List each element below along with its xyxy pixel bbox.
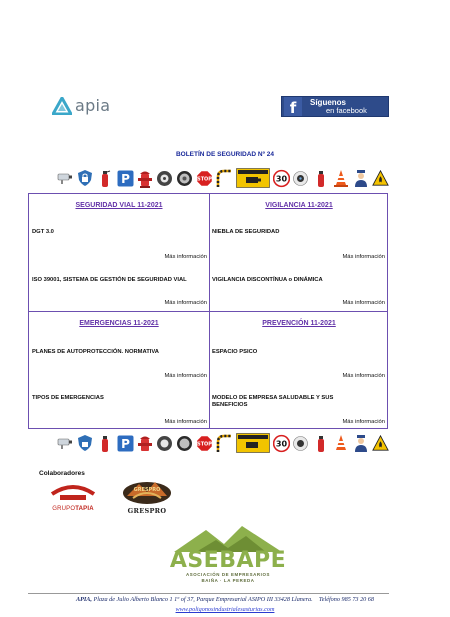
more-info-link[interactable]: Más información bbox=[342, 373, 385, 379]
facebook-line2: en facebook bbox=[326, 106, 367, 115]
fire-hydrant-icon bbox=[136, 168, 153, 188]
asebape-name: ASEBAPE bbox=[169, 548, 287, 573]
grupo-tapia-logo[interactable] bbox=[48, 482, 98, 514]
padlock-shield-icon bbox=[77, 168, 94, 188]
section-title-seguridad-vial[interactable]: SEGURIDAD VIAL 11-2021 bbox=[75, 202, 163, 209]
footer-phone: Teléfono 985 73 20 68 bbox=[318, 596, 374, 603]
footer-address-text: Plaza de Julio Alberto Blanco 1 1º of 37, Parque Empresarial ASIPO III 33428 Llanera. bbox=[93, 596, 313, 603]
apia-logo[interactable] bbox=[52, 96, 110, 115]
camera-dome-icon bbox=[292, 433, 309, 453]
apia-brand-name: apia bbox=[75, 96, 111, 115]
camera-dome-icon bbox=[292, 168, 309, 188]
cctv-sign-icon bbox=[236, 433, 270, 453]
security-guard-icon bbox=[352, 168, 369, 188]
cctv-camera-icon bbox=[57, 433, 74, 453]
footer-address bbox=[0, 596, 450, 603]
fire-extinguisher-icon bbox=[97, 168, 114, 188]
bulletin-title: BOLETÍN DE SEGURIDAD Nº 24 bbox=[175, 151, 275, 158]
svg-text:30: 30 bbox=[275, 439, 287, 449]
tapia-prefix: GRUPO bbox=[52, 506, 76, 512]
grespro-logo[interactable] bbox=[121, 478, 173, 516]
item-title-espacio-psico[interactable]: ESPACIO PSICO bbox=[212, 349, 258, 355]
item-title-dgt[interactable]: DGT 3.0 bbox=[32, 229, 54, 235]
tapia-mark-icon bbox=[48, 482, 98, 504]
cctv-camera-icon bbox=[57, 168, 74, 188]
more-info-link[interactable]: Más información bbox=[342, 419, 385, 425]
fire-extinguisher-icon bbox=[312, 433, 329, 453]
section-title-emergencias[interactable]: EMERGENCIAS 11-2021 bbox=[79, 320, 159, 327]
alarm-siren-icon bbox=[156, 433, 173, 453]
more-info-link[interactable]: Más información bbox=[342, 254, 385, 260]
speed-limit-30-icon bbox=[273, 168, 290, 188]
road-barrier-icon bbox=[216, 168, 233, 188]
traffic-cone-icon bbox=[332, 433, 349, 453]
alarm-siren-icon bbox=[156, 168, 173, 188]
cctv-sign-icon bbox=[236, 168, 270, 188]
more-info-link[interactable]: Más información bbox=[164, 419, 207, 425]
svg-text:STOP: STOP bbox=[197, 176, 212, 183]
stop-sign-icon bbox=[196, 168, 213, 188]
icon-strip-bottom bbox=[57, 432, 389, 454]
footer-divider bbox=[28, 593, 389, 594]
parking-sign-icon bbox=[117, 433, 134, 453]
item-title-tipos-emergencias[interactable]: TIPOS DE EMERGENCIAS bbox=[32, 395, 104, 401]
icon-strip-top bbox=[57, 167, 389, 189]
padlock-shield-icon bbox=[77, 433, 94, 453]
footer-website-link[interactable]: www.poligonosindustrialesasturias.com bbox=[175, 606, 275, 613]
item-title-iso-39001[interactable]: ISO 39001, SISTEMA DE GESTIÓN DE SEGURIDAD VIAL bbox=[32, 277, 187, 283]
fire-extinguisher-icon bbox=[97, 433, 114, 453]
asebape-logo[interactable] bbox=[166, 524, 290, 586]
item-title-planes-autoproteccion[interactable]: PLANES DE AUTOPROTECCIÓN. NORMATIVA bbox=[32, 349, 159, 355]
more-info-link[interactable]: Más información bbox=[164, 254, 207, 260]
facebook-follow-button[interactable] bbox=[281, 96, 389, 117]
more-info-link[interactable]: Más información bbox=[342, 300, 385, 306]
sections-grid bbox=[28, 193, 388, 429]
item-title-empresa-saludable[interactable]: MODELO DE EMPRESA SALUDABLE Y SUS BENEFICIOS bbox=[212, 395, 334, 408]
svg-text:P: P bbox=[120, 171, 130, 186]
more-info-link[interactable]: Más información bbox=[164, 300, 207, 306]
security-guard-icon bbox=[352, 433, 369, 453]
fire-extinguisher-icon bbox=[312, 168, 329, 188]
item-title-niebla[interactable]: NIEBLA DE SEGURIDAD bbox=[212, 229, 280, 235]
parking-sign-icon bbox=[117, 168, 134, 188]
stop-sign-icon bbox=[196, 433, 213, 453]
more-info-link[interactable]: Más información bbox=[164, 373, 207, 379]
grid-divider-horizontal bbox=[29, 311, 387, 312]
item-title-vigilancia-discontinua[interactable]: VIGILANCIA DISCONTÍNUA o DINÁMICA bbox=[212, 277, 323, 283]
fire-warning-sign-icon bbox=[372, 433, 389, 453]
tapia-name: TAPIA bbox=[75, 506, 94, 512]
fire-hydrant-icon bbox=[136, 433, 153, 453]
facebook-line1: Síguenos bbox=[310, 98, 347, 107]
traffic-cone-icon bbox=[332, 168, 349, 188]
svg-text:GRESPRO: GRESPRO bbox=[133, 487, 161, 493]
grespro-emblem-icon bbox=[121, 478, 173, 506]
safe-dial-icon bbox=[176, 433, 193, 453]
section-title-vigilancia[interactable]: VIGILANCIA 11-2021 bbox=[265, 202, 333, 209]
safe-dial-icon bbox=[176, 168, 193, 188]
svg-text:STOP: STOP bbox=[197, 441, 212, 448]
asebape-subtitle-2: BAIÑA · LA PEREDA bbox=[201, 578, 255, 583]
fire-warning-sign-icon bbox=[372, 168, 389, 188]
section-title-prevencion[interactable]: PREVENCIÓN 11-2021 bbox=[262, 320, 336, 327]
asebape-subtitle-1: ASOCIACIÓN DE EMPRESARIOS bbox=[185, 572, 271, 577]
collaborators-label: Colaboradores bbox=[39, 470, 85, 477]
svg-text:P: P bbox=[120, 436, 130, 451]
apia-mark-icon bbox=[52, 97, 72, 115]
grespro-name: GRESPRO bbox=[127, 507, 167, 515]
facebook-icon: f bbox=[284, 97, 302, 116]
speed-limit-30-icon bbox=[273, 433, 290, 453]
road-barrier-icon bbox=[216, 433, 233, 453]
svg-text:30: 30 bbox=[275, 174, 287, 184]
footer-org: APIA, bbox=[75, 596, 92, 603]
